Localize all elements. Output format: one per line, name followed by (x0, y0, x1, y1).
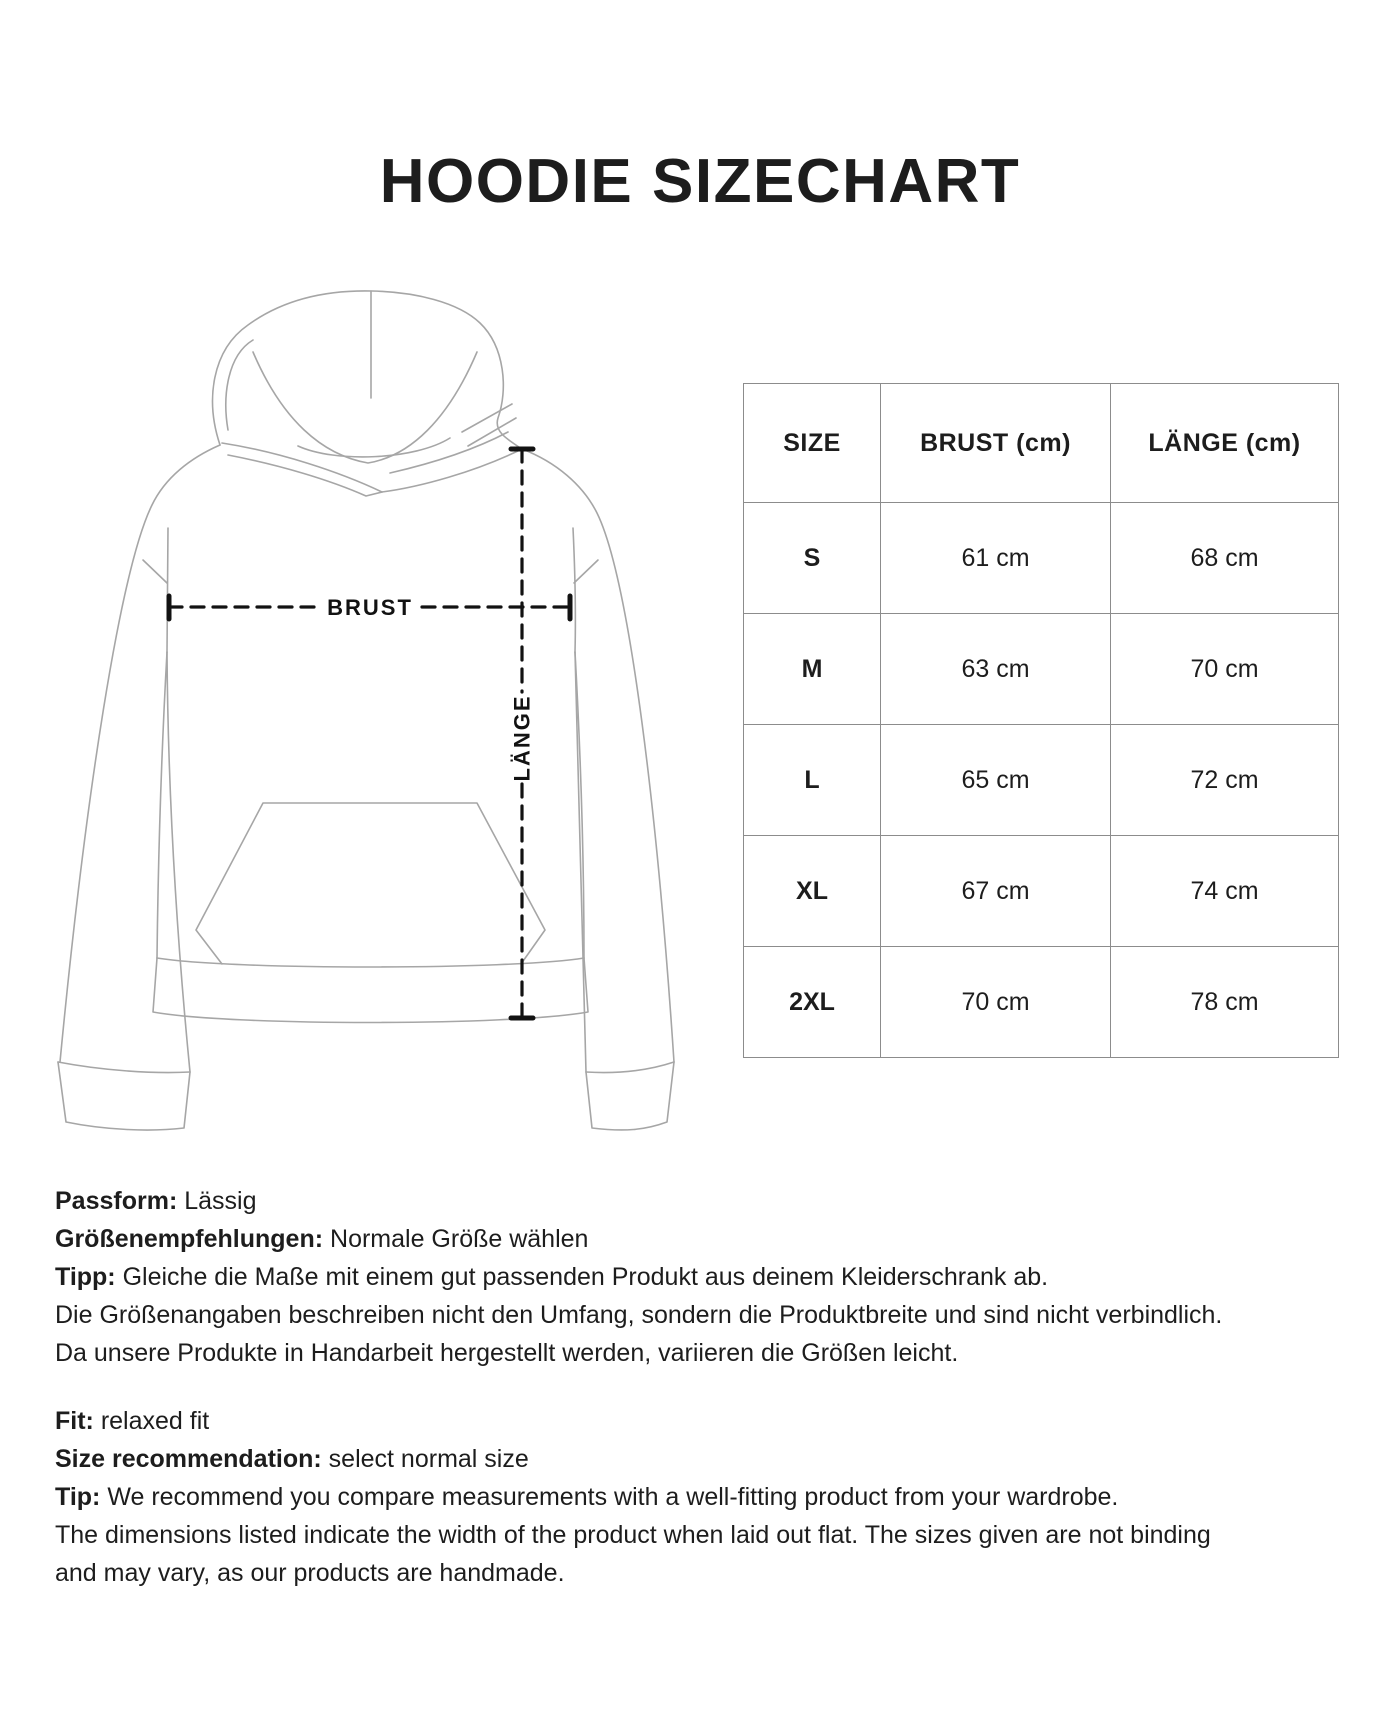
laenge-value: 74 cm (1111, 836, 1339, 947)
table-row (744, 614, 1339, 725)
info-line (55, 1440, 1385, 1478)
brust-value: 61 cm (881, 503, 1111, 614)
brust-value: 67 cm (881, 836, 1111, 947)
info-text: select normal size (321, 1445, 529, 1473)
size-value: M (744, 614, 881, 725)
info-line (55, 1334, 1385, 1372)
table-row (744, 503, 1339, 614)
body-and-sleeves-outline (58, 445, 674, 1130)
info-block-english (55, 1402, 1385, 1592)
table-row (744, 947, 1339, 1058)
info-text: Da unsere Produkte in Handarbeit hergestellt werden, variieren die Größen leicht. (55, 1339, 959, 1367)
laenge-value: 78 cm (1111, 947, 1339, 1058)
size-table (743, 383, 1339, 1058)
size-value: 2XL (744, 947, 881, 1058)
laenge-value: 72 cm (1111, 725, 1339, 836)
laenge-value: 68 cm (1111, 503, 1339, 614)
info-line (55, 1402, 1385, 1440)
hood-outline (213, 291, 522, 496)
info-line (55, 1516, 1385, 1554)
hoodie-sketch-diagram (30, 280, 690, 1160)
info-label: Fit: (55, 1407, 94, 1435)
brust-measurement (169, 595, 570, 620)
column-header-size: SIZE (744, 384, 881, 503)
kangaroo-pocket-outline (196, 803, 545, 964)
info-line (55, 1554, 1385, 1592)
info-label: Size recommendation: (55, 1445, 322, 1473)
info-label: Größenempfehlungen: (55, 1225, 324, 1253)
laenge-measurement-label: LÄNGE (509, 694, 535, 782)
info-text: The dimensions listed indicate the width of the product when laid out flat. The sizes given are not binding (55, 1521, 1211, 1549)
info-text: and may vary, as our products are handmade. (55, 1559, 565, 1587)
brust-measurement-label: BRUST (327, 595, 413, 620)
laenge-value: 70 cm (1111, 614, 1339, 725)
info-line (55, 1478, 1385, 1516)
info-text: Normale Größe wählen (323, 1225, 589, 1253)
size-value: L (744, 725, 881, 836)
info-label: Tipp: (55, 1263, 116, 1291)
info-block-german (55, 1182, 1385, 1372)
info-text: We recommend you compare measurements with a well-fitting product from your wardrobe. (100, 1483, 1119, 1511)
size-table-header-row (744, 384, 1339, 503)
page-title: HOODIE SIZECHART (379, 147, 1021, 216)
info-label: Passform: (55, 1187, 178, 1215)
column-header-brust: BRUST (cm) (881, 384, 1111, 503)
info-line (55, 1296, 1385, 1334)
info-text: Lässig (177, 1187, 257, 1215)
table-row (744, 836, 1339, 947)
info-text: relaxed fit (93, 1407, 210, 1435)
table-row (744, 725, 1339, 836)
size-value: XL (744, 836, 881, 947)
info-line (55, 1258, 1385, 1296)
info-line (55, 1220, 1385, 1258)
brust-value: 70 cm (881, 947, 1111, 1058)
info-line (55, 1182, 1385, 1220)
column-header-laenge: LÄNGE (cm) (1111, 384, 1339, 503)
info-label: Tip: (55, 1483, 101, 1511)
info-text: Gleiche die Maße mit einem gut passenden Produkt aus deinem Kleiderschrank ab. (115, 1263, 1049, 1291)
info-text: Die Größenangaben beschreiben nicht den Umfang, sondern die Produktbreite und sind nicht verbindlich. (55, 1301, 1223, 1329)
size-value: S (744, 503, 881, 614)
brust-value: 65 cm (881, 725, 1111, 836)
laenge-measurement (510, 449, 535, 1018)
brust-value: 63 cm (881, 614, 1111, 725)
